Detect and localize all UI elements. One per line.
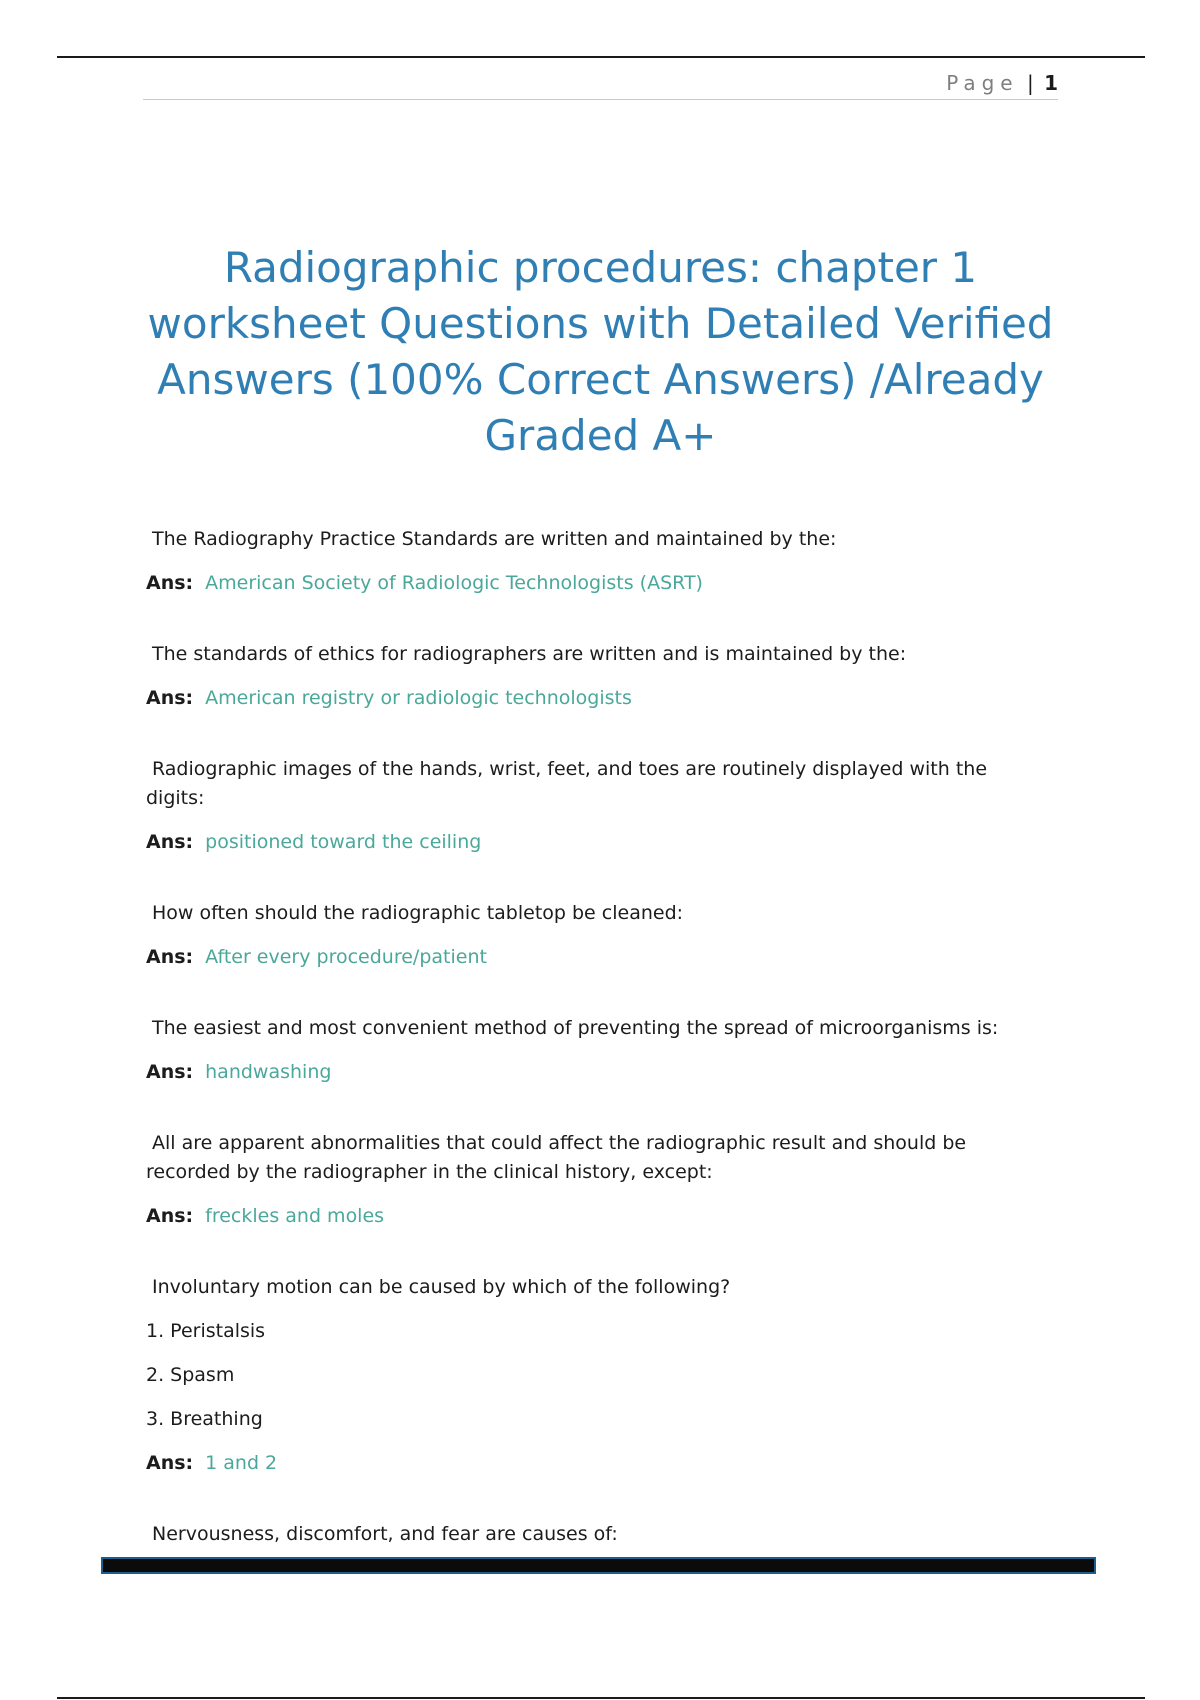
page-header bbox=[143, 68, 1058, 100]
qa-item bbox=[146, 1273, 1046, 1478]
qa-item bbox=[146, 1129, 1046, 1231]
qa-item bbox=[146, 1014, 1046, 1087]
qa-item bbox=[146, 525, 1046, 598]
bottom-rule bbox=[57, 1697, 1145, 1699]
answer-line bbox=[146, 1449, 1046, 1478]
answer-text: freckles and moles bbox=[205, 1205, 385, 1227]
question-text: The standards of ethics for radiographers are written and is maintained by the: bbox=[152, 643, 907, 665]
answer-label: Ans: bbox=[146, 1205, 194, 1227]
answer-text: American Society of Radiologic Technologists (ASRT) bbox=[205, 572, 703, 594]
qa-item bbox=[146, 755, 1046, 857]
option-item: 3. Breathing bbox=[146, 1408, 263, 1430]
page-label: Page bbox=[946, 71, 1019, 95]
top-rule bbox=[57, 56, 1145, 58]
answer-line bbox=[146, 828, 1046, 857]
qa-item bbox=[146, 640, 1046, 713]
answer-line bbox=[146, 684, 1046, 713]
option-item: 1. Peristalsis bbox=[146, 1320, 266, 1342]
answer-line bbox=[146, 569, 1046, 598]
document-title: Radiographic procedures: chapter 1 worksheet Questions with Detailed Verified Answers (100% Correct Answers) /Already Graded A+ bbox=[147, 243, 1054, 460]
answer-label: Ans: bbox=[146, 572, 194, 594]
answer-text: 1 and 2 bbox=[205, 1452, 278, 1474]
answer-line bbox=[146, 1202, 1046, 1231]
question-text: Radiographic images of the hands, wrist, feet, and toes are routinely displayed with the digits: bbox=[146, 758, 988, 809]
answer-text: After every procedure/patient bbox=[205, 946, 487, 968]
answer-label: Ans: bbox=[146, 687, 194, 709]
answer-text: positioned toward the ceiling bbox=[205, 831, 482, 853]
answer-text: handwashing bbox=[205, 1061, 332, 1083]
question-text: Involuntary motion can be caused by which of the following? bbox=[152, 1276, 731, 1298]
page-separator: | bbox=[1026, 71, 1034, 95]
answer-label: Ans: bbox=[146, 946, 194, 968]
question-text: The easiest and most convenient method of preventing the spread of microorganisms is: bbox=[152, 1017, 999, 1039]
qa-item bbox=[146, 1520, 1046, 1549]
answer-line bbox=[146, 1058, 1046, 1087]
page-number: 1 bbox=[1044, 71, 1058, 95]
answer-label: Ans: bbox=[146, 1452, 194, 1474]
question-text: How often should the radiographic tabletop be cleaned: bbox=[152, 902, 684, 924]
answer-label: Ans: bbox=[146, 1061, 194, 1083]
answer-label: Ans: bbox=[146, 831, 194, 853]
answer-text: American registry or radiologic technologists bbox=[205, 687, 632, 709]
question-text: All are apparent abnormalities that could affect the radiographic result and should be recorded by the radiographer in the clinical history, except: bbox=[146, 1132, 967, 1183]
option-item: 2. Spasm bbox=[146, 1364, 235, 1386]
qa-list bbox=[146, 525, 1046, 1549]
answer-line bbox=[146, 943, 1046, 972]
qa-item bbox=[146, 899, 1046, 972]
page-footer-bar bbox=[101, 1557, 1096, 1574]
question-text: The Radiography Practice Standards are written and maintained by the: bbox=[152, 528, 837, 550]
question-text: Nervousness, discomfort, and fear are causes of: bbox=[152, 1523, 618, 1545]
